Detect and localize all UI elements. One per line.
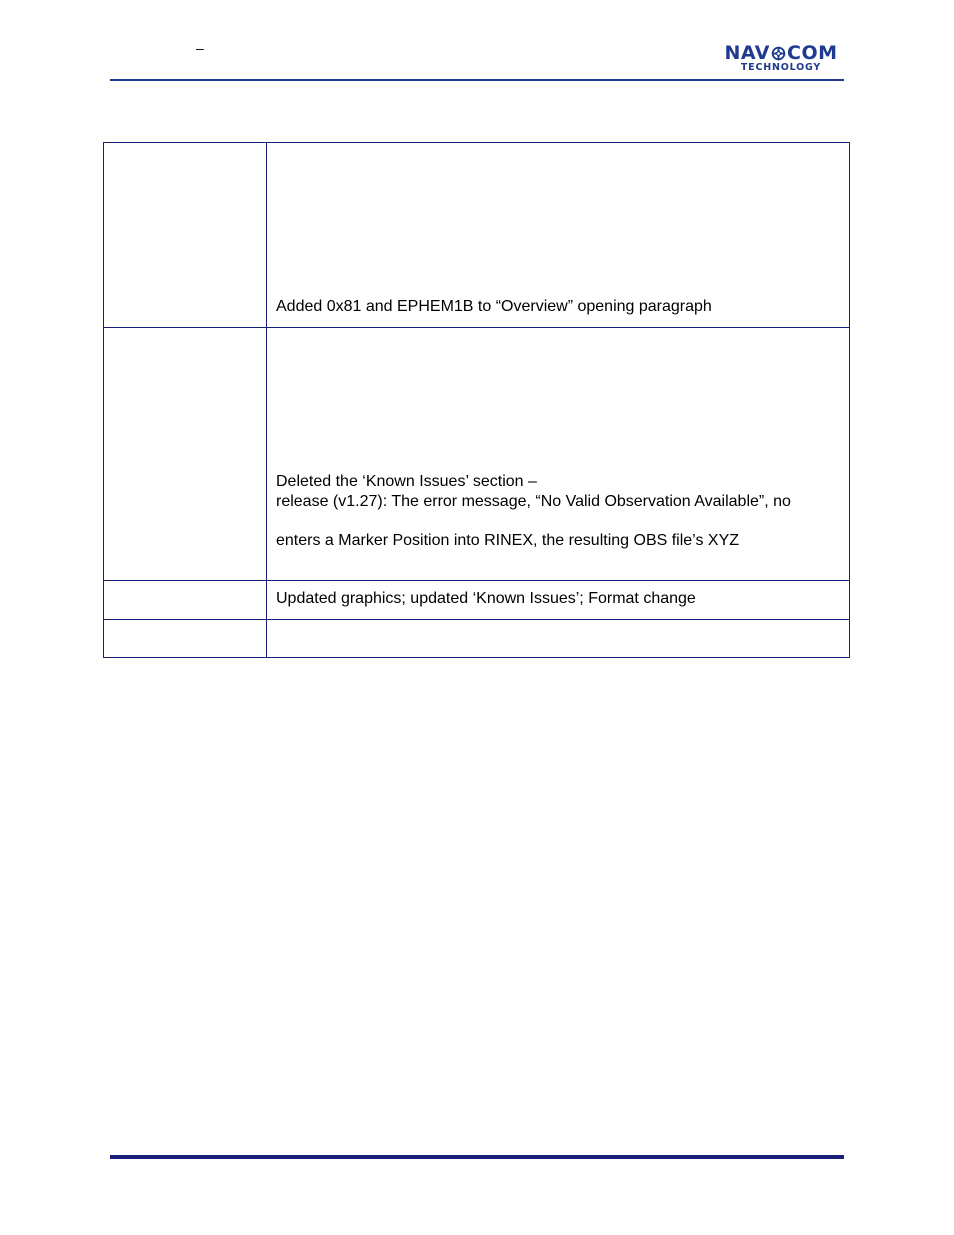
table-row xyxy=(104,620,850,658)
logo-text-right: COM xyxy=(787,42,838,64)
table-row xyxy=(104,581,850,620)
table-cell-revision xyxy=(104,581,267,620)
table-cell-description xyxy=(267,143,850,328)
table-cell-description xyxy=(267,328,850,581)
table-cell-revision xyxy=(104,620,267,658)
description-line xyxy=(276,512,843,531)
logo-text-left: NAV xyxy=(724,42,770,64)
table-cell-description xyxy=(267,620,850,658)
description-line: enters a Marker Position into RINEX, the resulting OBS file’s XYZ xyxy=(276,532,740,549)
table-row xyxy=(104,143,850,328)
description-line: Updated graphics; updated ‘Known Issues’; Format change xyxy=(276,590,696,607)
table-cell-description xyxy=(267,581,850,620)
header-dash: – xyxy=(196,40,204,56)
compass-star-icon xyxy=(771,46,786,61)
logo-wordmark xyxy=(720,44,842,63)
revision-history-table xyxy=(103,142,850,658)
table-row xyxy=(104,328,850,581)
description-line: Added 0x81 and EPHEM1B to “Overview” opening paragraph xyxy=(276,298,712,315)
footer-rule xyxy=(110,1155,844,1159)
logo-tagline: TECHNOLOGY xyxy=(740,62,822,73)
header-rule xyxy=(110,79,844,81)
description-line: Deleted the ‘Known Issues’ section – xyxy=(276,473,537,490)
table-cell-revision xyxy=(104,143,267,328)
table-cell-revision xyxy=(104,328,267,581)
navcom-logo xyxy=(720,44,842,73)
description-line: release (v1.27): The error message, “No Valid Observation Available”, no xyxy=(276,493,791,510)
